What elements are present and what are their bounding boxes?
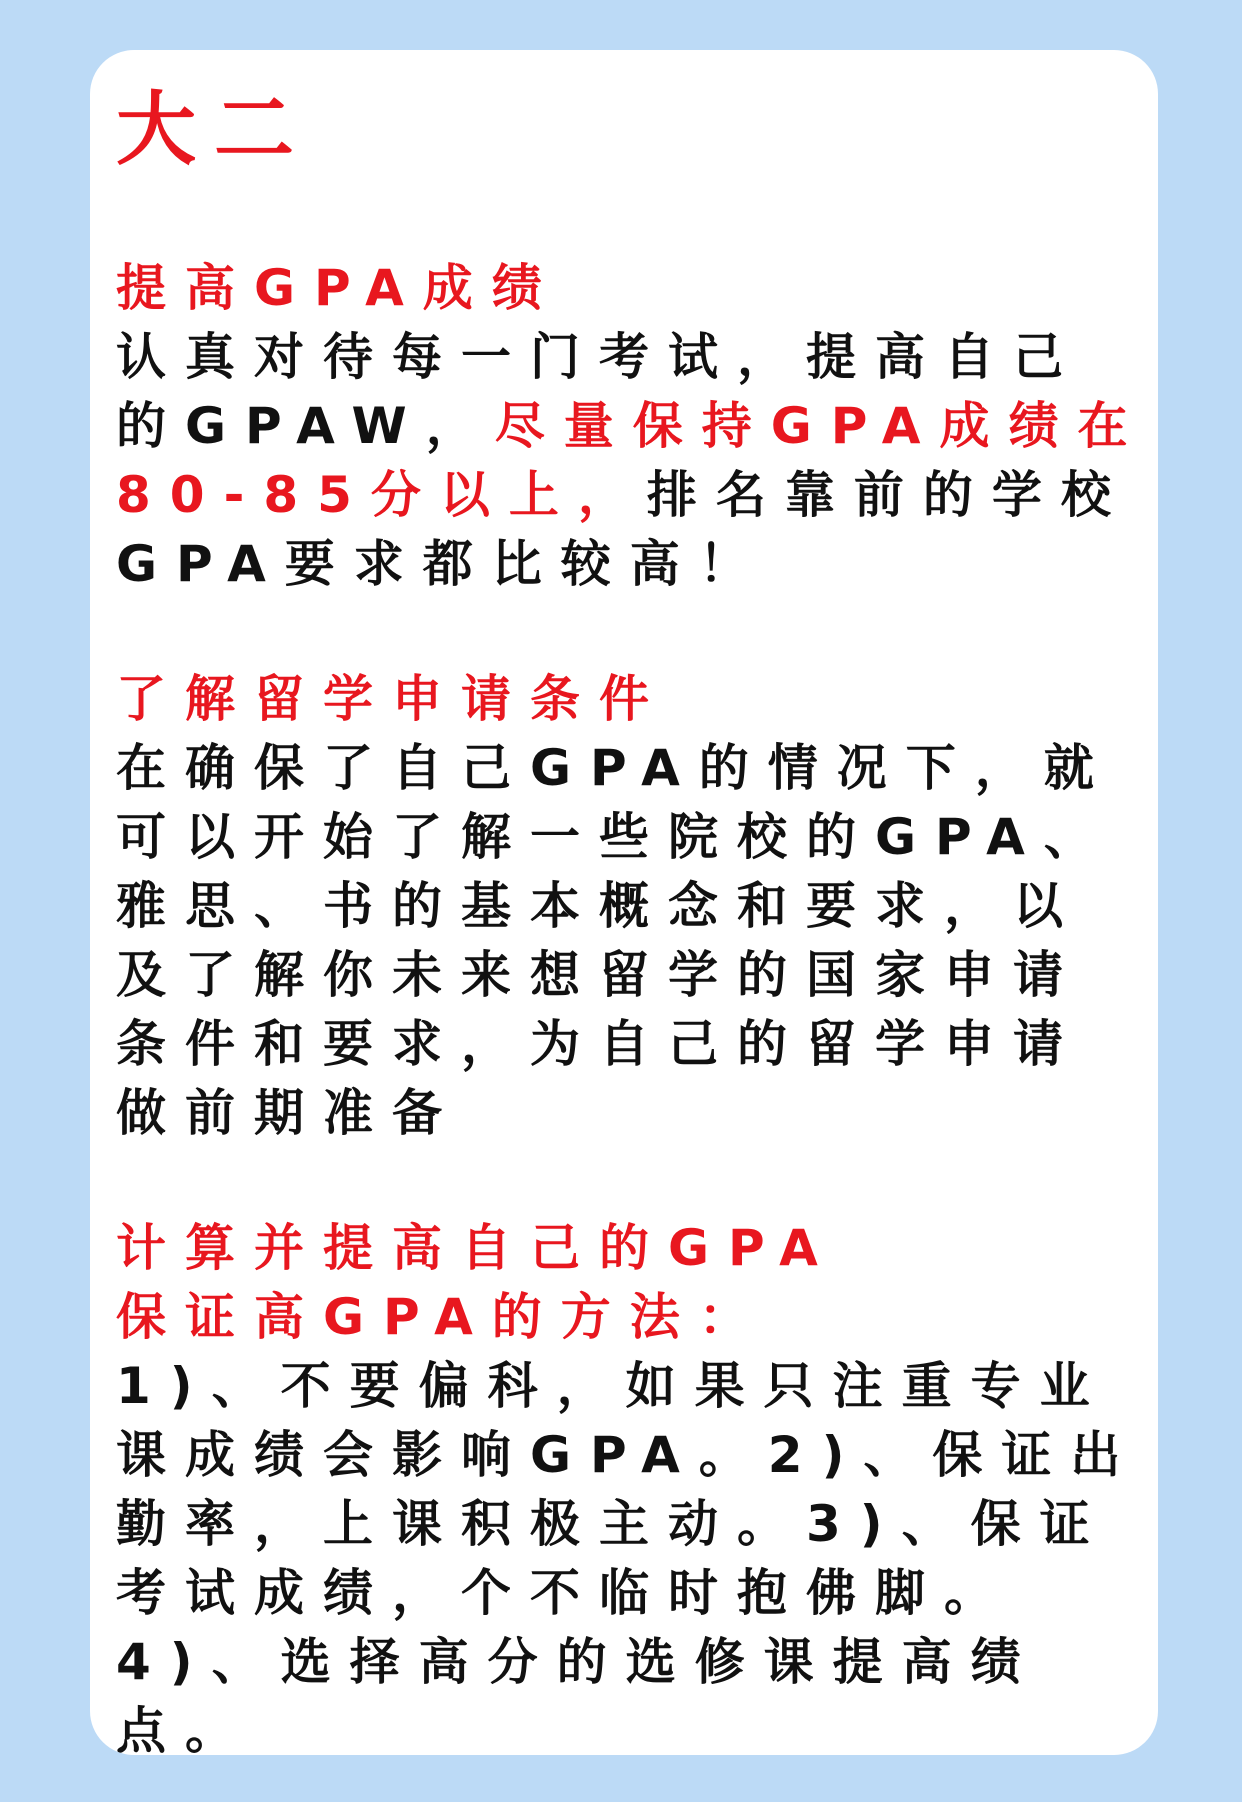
section-subheading: 保证高GPA的方法： bbox=[116, 1288, 768, 1346]
body-line bbox=[116, 1421, 1146, 1490]
body-line bbox=[116, 1352, 1146, 1421]
card-content bbox=[116, 80, 1146, 1755]
text-segment: 可以开始了解一些院校的GPA、 bbox=[116, 808, 1113, 866]
text-segment: GPA要求都比较高！ bbox=[116, 535, 768, 593]
content-card bbox=[90, 50, 1158, 1755]
text-segment: 雅思、书的基本概念和要求，以 bbox=[116, 877, 1082, 935]
body-line bbox=[116, 1628, 1146, 1697]
body-line bbox=[116, 1490, 1146, 1559]
section-heading: 提高GPA成绩 bbox=[116, 259, 561, 317]
section-improve-gpa bbox=[116, 254, 1146, 599]
text-segment: 点。 bbox=[116, 1702, 254, 1755]
body-line bbox=[116, 1010, 1146, 1079]
text-segment: 4)、选择高分的选修课提高绩 bbox=[116, 1633, 1040, 1691]
body-line bbox=[116, 530, 1146, 599]
body-line bbox=[116, 734, 1146, 803]
text-segment: 做前期准备 bbox=[116, 1084, 461, 1142]
highlight-segment: 尽量保持GPA成绩在 bbox=[494, 397, 1147, 455]
section-calculate-gpa bbox=[116, 1214, 1146, 1755]
text-segment: 条件和要求，为自己的留学申请 bbox=[116, 1015, 1082, 1073]
highlight-segment: 80-85分以上， bbox=[116, 466, 647, 524]
text-segment: 认真对待每一门考试，提高自己 bbox=[116, 328, 1082, 386]
body-line bbox=[116, 941, 1146, 1010]
page-title: 大二 bbox=[116, 83, 312, 176]
body-line bbox=[116, 1697, 1146, 1755]
body-line bbox=[116, 461, 1146, 530]
text-segment: 1)、不要偏科，如果只注重专业 bbox=[116, 1357, 1109, 1415]
text-segment: 在确保了自己GPA的情况下，就 bbox=[116, 739, 1113, 797]
body-line bbox=[116, 323, 1146, 392]
body-line bbox=[116, 872, 1146, 941]
section-heading: 计算并提高自己的GPA bbox=[116, 1219, 837, 1277]
body-line bbox=[116, 803, 1146, 872]
body-line bbox=[116, 1559, 1146, 1628]
section-heading: 了解留学申请条件 bbox=[116, 670, 668, 728]
body-line bbox=[116, 392, 1146, 461]
section-application-requirements bbox=[116, 665, 1146, 1148]
text-segment: 勤率，上课积极主动。3)、保证 bbox=[116, 1495, 1109, 1553]
text-segment: 的GPAW， bbox=[116, 397, 495, 455]
body-line bbox=[116, 1079, 1146, 1148]
text-segment: 及了解你未来想留学的国家申请 bbox=[116, 946, 1082, 1004]
text-segment: 考试成绩，个不临时抱佛脚。 bbox=[116, 1564, 1013, 1622]
text-segment: 课成绩会影响GPA。2)、保证出 bbox=[116, 1426, 1140, 1484]
text-segment: 排名靠前的学校 bbox=[646, 466, 1130, 524]
